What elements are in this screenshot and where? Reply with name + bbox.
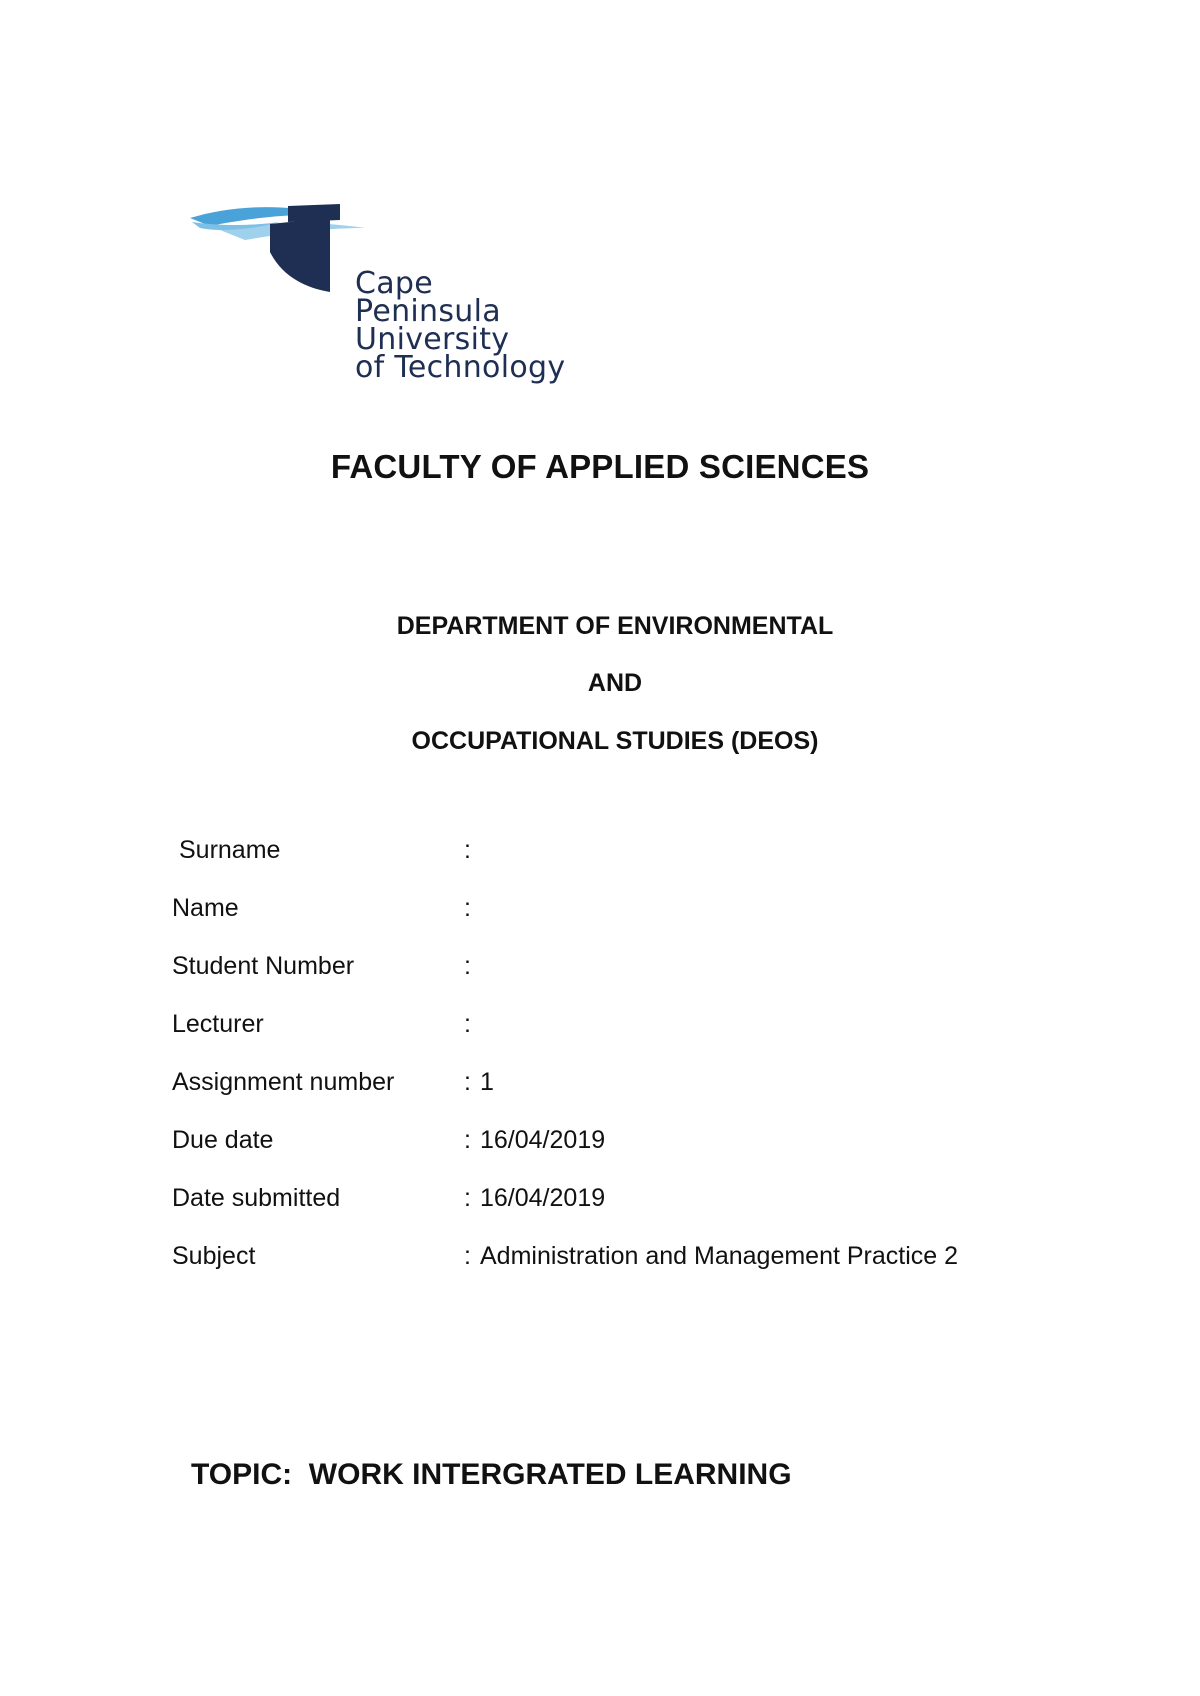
info-label: Lecturer [172, 1010, 264, 1038]
info-separator: : [464, 836, 471, 864]
info-value: 16/04/2019 [480, 1126, 606, 1154]
info-separator: : [464, 894, 471, 922]
university-logo [190, 200, 650, 400]
department-line-3: OCCUPATIONAL STUDIES (DEOS) [411, 727, 819, 755]
faculty-heading: FACULTY OF APPLIED SCIENCES [330, 448, 870, 485]
info-value: 16/04/2019 [480, 1184, 606, 1212]
department-line-2: AND [587, 669, 643, 697]
logo-line-technology: of Technology [355, 350, 566, 385]
university-logo-mark [190, 200, 380, 310]
info-label: Surname [179, 836, 281, 864]
info-label: Date submitted [172, 1184, 341, 1212]
info-separator: : [464, 1242, 471, 1270]
info-value: 1 [480, 1068, 494, 1096]
logo-line-cape: Cape [355, 266, 434, 301]
info-label: Student Number [172, 952, 355, 980]
info-separator: : [464, 1068, 471, 1096]
topic-heading: TOPIC: WORK INTERGRATED LEARNING [191, 1458, 792, 1491]
info-separator: : [464, 1184, 471, 1212]
info-label: Due date [172, 1126, 274, 1154]
info-separator: : [464, 1126, 471, 1154]
logo-line-university: University [355, 322, 510, 357]
info-value: Administration and Management Practice 2 [480, 1242, 959, 1270]
info-label: Subject [172, 1242, 256, 1270]
logo-line-peninsula: Peninsula [355, 294, 501, 329]
info-separator: : [464, 1010, 471, 1038]
info-label: Assignment number [172, 1068, 395, 1096]
info-label: Name [172, 894, 239, 922]
info-separator: : [464, 952, 471, 980]
university-logo-wordmark [355, 266, 566, 385]
department-line-1: DEPARTMENT OF ENVIRONMENTAL [396, 612, 834, 640]
